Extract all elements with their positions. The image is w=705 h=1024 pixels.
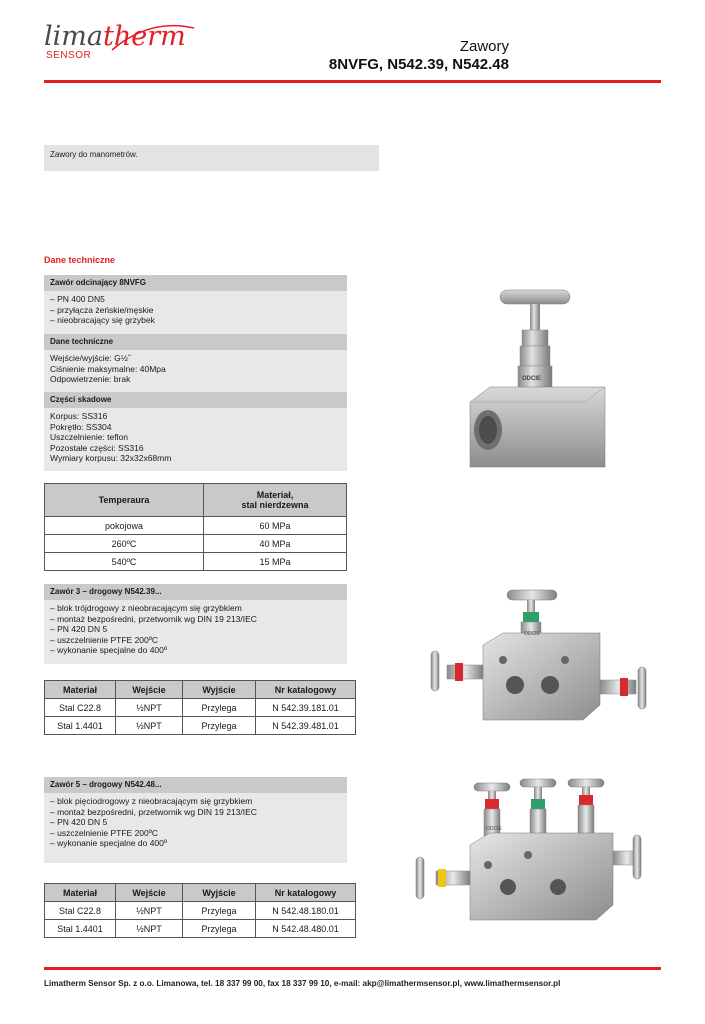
spec-line: – przyłącza żeńskie/męskie bbox=[50, 304, 154, 315]
spec-line: – montaż bezpośredni, przetwornik wg DIN 19 213/IEC bbox=[50, 806, 257, 817]
block-heading: Części skadowe bbox=[44, 392, 347, 408]
table-header: Wejście bbox=[116, 681, 183, 699]
table-row bbox=[45, 699, 356, 717]
spec-line: Ciśnienie maksymalne: 40Mpa bbox=[50, 363, 166, 374]
spec-line: Pokrętło: SS304 bbox=[50, 421, 112, 432]
table-header bbox=[204, 484, 347, 517]
table-cell: ½NPT bbox=[116, 920, 183, 938]
footer-contact: Limatherm Sensor Sp. z o.o. Limanowa, tel. 18 337 99 00, fax 18 337 99 10, e-mail: akp@limathermsensor.pl, www.limathermsensor.pl bbox=[44, 979, 561, 988]
section-title: Dane techniczne bbox=[44, 255, 116, 265]
temperature-table bbox=[44, 483, 347, 571]
block-body bbox=[44, 350, 347, 392]
table-cell: N 542.48.180.01 bbox=[256, 902, 356, 920]
table-cell: N 542.48.480.01 bbox=[256, 920, 356, 938]
spec-line: – PN 400 DN5 bbox=[50, 294, 105, 304]
valve3-label: ODCIE bbox=[486, 826, 502, 832]
footer-divider bbox=[44, 967, 661, 970]
block-body bbox=[44, 291, 347, 334]
catalog-table-n54248 bbox=[44, 883, 356, 938]
valve2-label: ODCIE bbox=[524, 631, 540, 637]
table-cell: N 542.39.481.01 bbox=[256, 717, 356, 735]
page-title: Zawory bbox=[459, 38, 509, 55]
logo-therm: therm bbox=[102, 21, 186, 52]
table-header: Materiał bbox=[45, 884, 116, 902]
spec-line: Odpowietrzenie: brak bbox=[50, 374, 131, 384]
table-cell: Stal C22.8 bbox=[45, 902, 116, 920]
spec-line: – PN 420 DN 5 bbox=[50, 624, 108, 634]
table-cell: ½NPT bbox=[116, 717, 183, 735]
spec-line: – wykonanie specjalne do 400º bbox=[50, 645, 167, 655]
valve-3way-image bbox=[425, 585, 660, 735]
table-cell: Przylega bbox=[183, 902, 256, 920]
table-cell: Przylega bbox=[183, 920, 256, 938]
block-heading: Zawór 3 – drogowy N542.39... bbox=[44, 584, 347, 600]
table-cell: 540ºC bbox=[45, 553, 204, 571]
block-body bbox=[44, 408, 347, 471]
table-row bbox=[45, 535, 347, 553]
spec-line: – uszczelnienie PTFE 200ºC bbox=[50, 827, 158, 838]
block-body bbox=[44, 793, 347, 863]
logo-swoosh-icon bbox=[110, 22, 196, 52]
block-body bbox=[44, 600, 347, 664]
intro-box: Zawory do manometrów. bbox=[44, 145, 379, 171]
table-cell: 60 MPa bbox=[204, 517, 347, 535]
table-cell: 15 MPa bbox=[204, 553, 347, 571]
table-cell: N 542.39.181.01 bbox=[256, 699, 356, 717]
table-cell: 260ºC bbox=[45, 535, 204, 553]
header-divider bbox=[44, 80, 661, 83]
spec-line: – wykonanie specjalne do 400º bbox=[50, 838, 167, 848]
valve1-label: ODCIE bbox=[522, 376, 542, 382]
logo-sensor: SENSOR bbox=[46, 50, 92, 61]
table-header: Materiał bbox=[45, 681, 116, 699]
table-header: Nr katalogowy bbox=[256, 681, 356, 699]
block-heading: Zawór odcinający 8NVFG bbox=[44, 275, 347, 291]
company-logo bbox=[44, 22, 194, 66]
valve-5way-image bbox=[408, 775, 658, 925]
table-header: Wejście bbox=[116, 884, 183, 902]
spec-line: Wejście/wyjście: G½˝ bbox=[50, 353, 131, 363]
spec-block-n54248 bbox=[44, 777, 347, 863]
spec-line: – blok pięciodrogowy z nieobracającym się grzybkiem bbox=[50, 796, 253, 806]
spec-line: – montaż bezpośredni, przetwornik wg DIN 19 213/IEC bbox=[50, 613, 257, 624]
table-cell: Stal C22.8 bbox=[45, 699, 116, 717]
table-row bbox=[45, 920, 356, 938]
table-cell: ½NPT bbox=[116, 902, 183, 920]
table-header: Wyjście bbox=[183, 681, 256, 699]
table-row bbox=[45, 517, 347, 535]
spec-line: Uszczelnienie: teflon bbox=[50, 432, 128, 442]
valve-8nvfg-image bbox=[460, 282, 610, 482]
table-header: Nr katalogowy bbox=[256, 884, 356, 902]
table-row bbox=[45, 902, 356, 920]
table-cell: Stal 1.4401 bbox=[45, 920, 116, 938]
spec-line: – nieobracający się grzybek bbox=[50, 315, 155, 325]
table-header: Temperaura bbox=[45, 484, 204, 517]
catalog-table-n54239 bbox=[44, 680, 356, 735]
table-row bbox=[45, 553, 347, 571]
spec-line: Korpus: SS316 bbox=[50, 411, 108, 421]
table-cell: ½NPT bbox=[116, 699, 183, 717]
table-cell: 40 MPa bbox=[204, 535, 347, 553]
block-heading: Zawór 5 – drogowy N542.48... bbox=[44, 777, 347, 793]
spec-line: Pozostałe części: SS316 bbox=[50, 442, 144, 453]
table-cell: Przylega bbox=[183, 717, 256, 735]
table-row bbox=[45, 717, 356, 735]
page-subtitle: 8NVFG, N542.39, N542.48 bbox=[328, 56, 509, 73]
spec-line: Wymiary korpusu: 32x32x68mm bbox=[50, 453, 172, 463]
header-line: Materiał, bbox=[256, 490, 294, 500]
table-cell: Stal 1.4401 bbox=[45, 717, 116, 735]
spec-line: – uszczelnienie PTFE 200ºC bbox=[50, 634, 158, 645]
spec-line: – PN 420 DN 5 bbox=[50, 817, 108, 827]
logo-lima: lima bbox=[44, 21, 103, 52]
spec-block-n54239 bbox=[44, 584, 347, 664]
table-cell: Przylega bbox=[183, 699, 256, 717]
header-line: stal nierdzewna bbox=[241, 500, 309, 510]
spec-block-8nvfg bbox=[44, 275, 347, 471]
table-header: Wyjście bbox=[183, 884, 256, 902]
block-heading: Dane techniczne bbox=[44, 334, 347, 350]
table-cell: pokojowa bbox=[45, 517, 204, 535]
spec-line: – blok trójdrogowy z nieobracającym się grzybkiem bbox=[50, 603, 242, 613]
